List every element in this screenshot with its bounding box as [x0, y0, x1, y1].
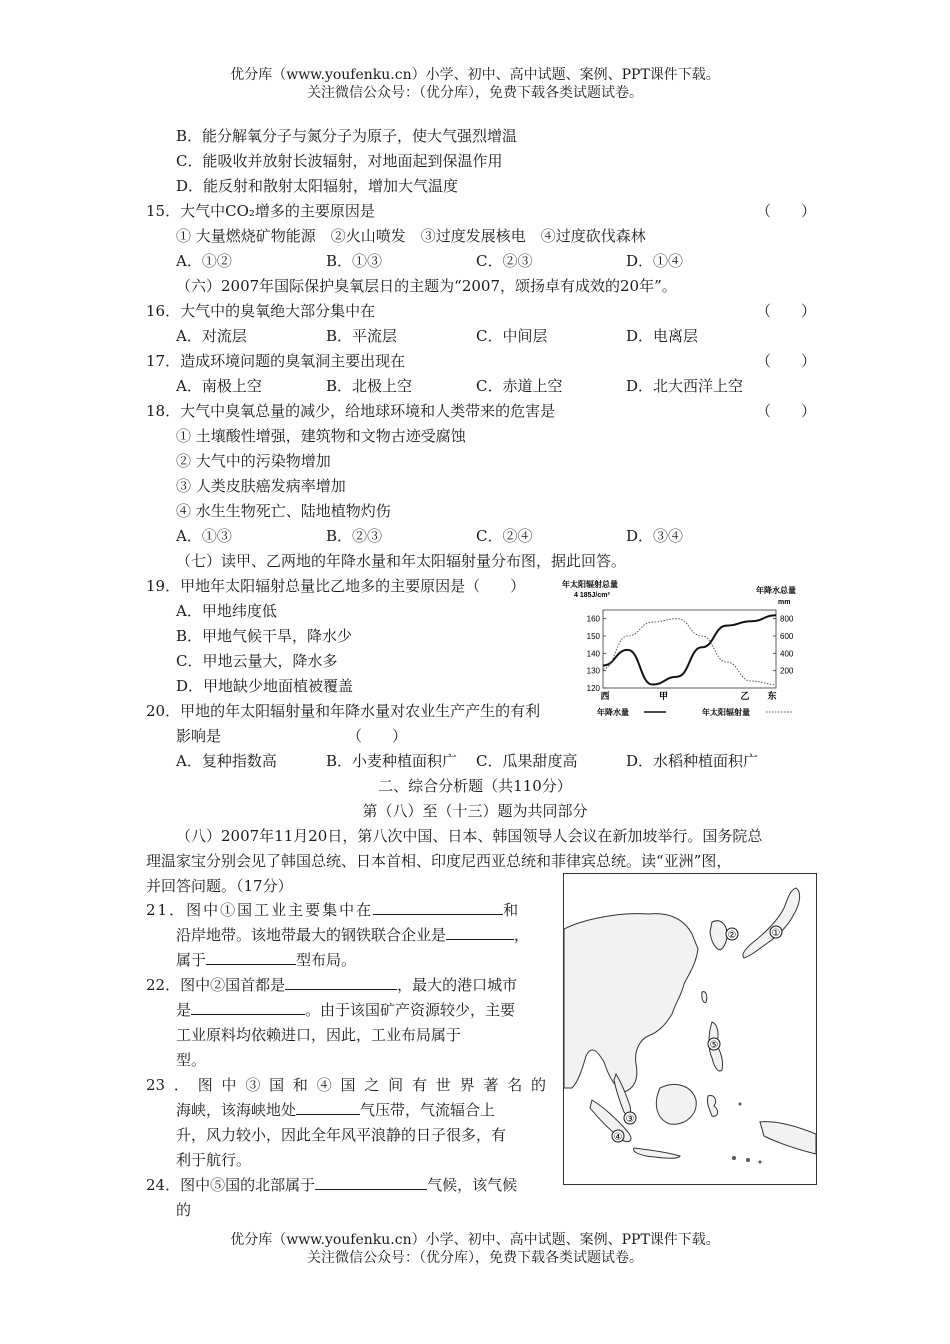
precip-solar-chart: [560, 576, 800, 716]
q15-bracket: （ ）: [756, 202, 817, 220]
q16-options: [176, 326, 698, 346]
chart-right-axis-unit: mm: [778, 599, 791, 606]
section-7-intro: （七）读甲、乙两地的年降水量和年太阳辐射量分布图，据此回答。: [176, 552, 627, 570]
map-java: [634, 1148, 680, 1158]
q19-option-a: A．甲地纬度低: [176, 602, 277, 620]
q22-text-d: 。由于该国矿产资源较少，主要: [305, 1001, 516, 1019]
q21-text-b: 和: [503, 901, 519, 919]
map-taiwan: [702, 992, 707, 1003]
q21-blank-3[interactable]: [206, 950, 296, 965]
q18-option-b: B．②③: [326, 527, 383, 545]
map-korea: [710, 921, 727, 950]
q17-option-b: B．北极上空: [326, 377, 413, 395]
q17-option-c: C．赤道上空: [476, 377, 563, 395]
q16-option-c: C．中间层: [476, 327, 548, 345]
map-marker-4: [612, 1130, 624, 1143]
map-island: [739, 1103, 742, 1106]
q22-line-2: [176, 1000, 515, 1020]
chart-left-tick-label: 160: [586, 614, 600, 624]
chart-x-label: 西: [600, 691, 610, 701]
section-8-line-3: 并回答问题。（17分）: [146, 877, 293, 895]
q14-option-c: C．能吸收并放射长波辐射，对地面起到保温作用: [176, 152, 503, 170]
q21-blank-2[interactable]: [446, 925, 514, 940]
q22-blank-1[interactable]: [285, 975, 397, 990]
chart-legend-solar: 年太阳辐射量: [702, 708, 750, 716]
q21-line-3: [176, 950, 356, 970]
map-mainland: [564, 914, 698, 1092]
q21-text-f: 型布局。: [296, 951, 357, 969]
asia-map: [563, 873, 817, 1185]
chart-precip-line: [603, 615, 776, 684]
svg-text:①: ①: [771, 928, 781, 939]
q20-options: [176, 751, 758, 771]
q18-option-a: A．①③: [176, 527, 232, 545]
q20-option-a: A．复种指数高: [176, 752, 277, 770]
q21-text-d: ，: [514, 926, 530, 944]
q18-item-3: ③ 人类皮肤癌发病率增加: [176, 477, 346, 495]
map-island: [732, 1156, 736, 1160]
footer-line-1: 优分库（www.youfenku.cn）小学、初中、高中试题、案例、PPT课件下载。: [230, 1232, 720, 1248]
q18-stem: 18．大气中臭氧总量的减少，给地球环境和人类带来的危害是: [146, 402, 556, 420]
svg-text:⑤: ⑤: [709, 1040, 719, 1051]
q17-option-d: D．北大西洋上空: [626, 377, 744, 395]
q22-line-1: [146, 975, 517, 995]
q15-option-d: D．①④: [626, 252, 684, 270]
chart-right-tick-label: 400: [780, 649, 794, 659]
svg-text:②: ②: [727, 930, 737, 941]
q18-bracket: （ ）: [756, 402, 817, 420]
map-marker-1: [770, 926, 782, 939]
chart-left-axis-unit: 4 185J/cm²: [574, 592, 610, 599]
map-marker-2: [726, 928, 738, 941]
map-marker-3: [624, 1112, 636, 1125]
q14-option-d: D．能反射和散射太阳辐射，增加大气温度: [176, 177, 459, 195]
q17-bracket: （ ）: [756, 352, 817, 370]
chart-left-tick-label: 130: [586, 666, 600, 676]
q18-item-4: ④ 水生生物死亡、陆地植物灼伤: [176, 502, 391, 520]
q18-item-2: ② 大气中的污染物增加: [176, 452, 331, 470]
q21-line-1: [146, 900, 546, 920]
map-sulawesi: [707, 1096, 717, 1117]
header-line-2: 关注微信公众号：（优分库），免费下载各类试题试卷。: [307, 85, 643, 101]
q22-text-c: 是: [176, 1001, 192, 1019]
q15-option-a: A．①②: [176, 252, 232, 270]
map-japan: [743, 888, 800, 958]
q21-blank-1[interactable]: [373, 900, 503, 915]
q22-blank-2[interactable]: [191, 1000, 305, 1015]
chart-left-tick-label: 140: [586, 649, 600, 659]
q23-line-3: 升，风力较小，因此全年风平浪静的日子很多，有: [176, 1126, 507, 1144]
q24-text-b: 气候，该气候: [427, 1176, 518, 1194]
q15-option-c: C．②③: [476, 252, 533, 270]
q15-options: [176, 251, 683, 271]
q15-items: ① 大量燃烧矿物能源 ②火山喷发 ③过度发展核电 ④过度砍伐森林: [176, 227, 646, 245]
section-8-line-2: 理温家宝分别会见了韩国总统、日本首相、印度尼西亚总统和菲律宾总统。读“亚洲”图，: [146, 852, 732, 870]
chart-x-label: 东: [767, 691, 777, 701]
q24-text-a: 24．图中⑤国的北部属于: [146, 1176, 316, 1194]
q16-option-a: A．对流层: [176, 327, 247, 345]
chart-left-tick-label: 120: [586, 684, 600, 693]
map-new-guinea: [760, 1122, 816, 1154]
map-island: [759, 1161, 762, 1164]
q23-line-2: [176, 1100, 495, 1120]
q20-stem-2: [176, 726, 407, 746]
q22-line-4: 型。: [176, 1051, 207, 1069]
q19-stem: 19．甲地年太阳辐射总量比乙地多的主要原因是（ ）: [146, 577, 526, 595]
chart-right-tick-label: 200: [780, 666, 794, 676]
section-6-intro: （六）2007年国际保护臭氧层日的主题为“2007，颂扬卓有成效的20年”。: [176, 277, 677, 295]
part-2-subtitle: 第（八）至（十三）题为共同部分: [362, 802, 588, 820]
q23-line-4: 利于航行。: [176, 1151, 252, 1169]
q18-option-d: D．③④: [626, 527, 684, 545]
q23-line-1: 23．图中③国和④国之间有世界著名的: [146, 1076, 546, 1094]
q18-option-c: C．②④: [476, 527, 533, 545]
q24-line-2: 的: [176, 1201, 192, 1219]
q21-text-e: 属于: [176, 951, 207, 969]
section-8-line-1: （八）2007年11月20日，第八次中国、日本、韩国领导人会议在新加坡举行。国务院总: [176, 827, 763, 845]
q20-stem-2-text: 影响是: [176, 727, 222, 745]
q20-stem-1: 20．甲地的年太阳辐射量和年降水量对农业生产产生的有利: [146, 702, 541, 720]
q21-text-c: 沿岸地带。该地带最大的钢铁联合企业是: [176, 926, 447, 944]
chart-right-tick-label: 600: [780, 632, 794, 641]
q20-option-c: C．瓜果甜度高: [476, 752, 578, 770]
svg-text:④: ④: [613, 1132, 623, 1143]
chart-legend-precip: 年降水量: [597, 708, 629, 716]
q18-options: [176, 526, 683, 546]
map-borneo: [656, 1084, 696, 1124]
q22-line-3: 工业原料均依赖进口，因此，工业布局属于: [176, 1026, 462, 1044]
map-marker-5: [708, 1038, 720, 1051]
q19-option-c: C．甲地云量大，降水多: [176, 652, 338, 670]
svg-text:③: ③: [625, 1114, 635, 1125]
q20-option-d: D．水稻种植面积广: [626, 752, 759, 770]
q16-option-d: D．电离层: [626, 327, 699, 345]
map-island: [746, 1158, 750, 1162]
q15-option-b: B．①③: [326, 252, 383, 270]
q17-options: [176, 376, 743, 396]
q20-bracket: （ ）: [347, 727, 408, 745]
chart-x-label: 甲: [659, 691, 669, 701]
chart-x-label: 乙: [740, 691, 750, 701]
chart-right-tick-label: 800: [780, 614, 794, 624]
q21-text-a: 21．图中①国工业主要集中在: [146, 901, 374, 919]
q23-text-c: 气压带，气流辐合上: [360, 1101, 496, 1119]
q16-option-b: B．平流层: [326, 327, 398, 345]
q19-option-b: B．甲地气候干旱，降水少: [176, 627, 353, 645]
q16-stem: 16．大气中的臭氧绝大部分集中在: [146, 302, 376, 320]
q22-text-a: 22．图中②国首都是: [146, 976, 286, 994]
q14-option-b: B．能分解氧分子与氮分子为原子，使大气强烈增温: [176, 127, 518, 145]
q21-line-2: [176, 925, 529, 945]
chart-left-tick-label: 150: [586, 632, 600, 641]
q16-bracket: （ ）: [756, 302, 817, 320]
part-2-title: 二、综合分析题（共110分）: [378, 777, 572, 795]
q15-stem: 15．大气中CO₂增多的主要原因是: [146, 202, 375, 220]
q17-option-a: A．南极上空: [176, 377, 262, 395]
q22-text-b: ，最大的港口城市: [397, 976, 518, 994]
chart-left-axis-title: 年太阳辐射总量: [562, 580, 618, 589]
footer-line-2: 关注微信公众号：（优分库），免费下载各类试题试卷。: [307, 1250, 643, 1266]
q24-blank-1[interactable]: [315, 1175, 427, 1190]
header-line-1: 优分库（www.youfenku.cn）小学、初中、高中试题、案例、PPT课件下载。: [230, 67, 720, 83]
q18-item-1: ① 土壤酸性增强，建筑物和文物古迹受腐蚀: [176, 427, 466, 445]
q23-blank-1[interactable]: [296, 1100, 360, 1115]
q19-option-d: D．甲地缺少地面植被覆盖: [176, 677, 354, 695]
chart-solar-line: [603, 619, 776, 685]
q24-line-1: [146, 1175, 517, 1195]
q23-text-b: 海峡，该海峡地处: [176, 1101, 297, 1119]
chart-right-axis-title: 年降水总量: [756, 586, 796, 595]
q20-option-b: B．小麦种植面积广: [326, 752, 458, 770]
q17-stem: 17．造成环境问题的臭氧洞主要出现在: [146, 352, 406, 370]
